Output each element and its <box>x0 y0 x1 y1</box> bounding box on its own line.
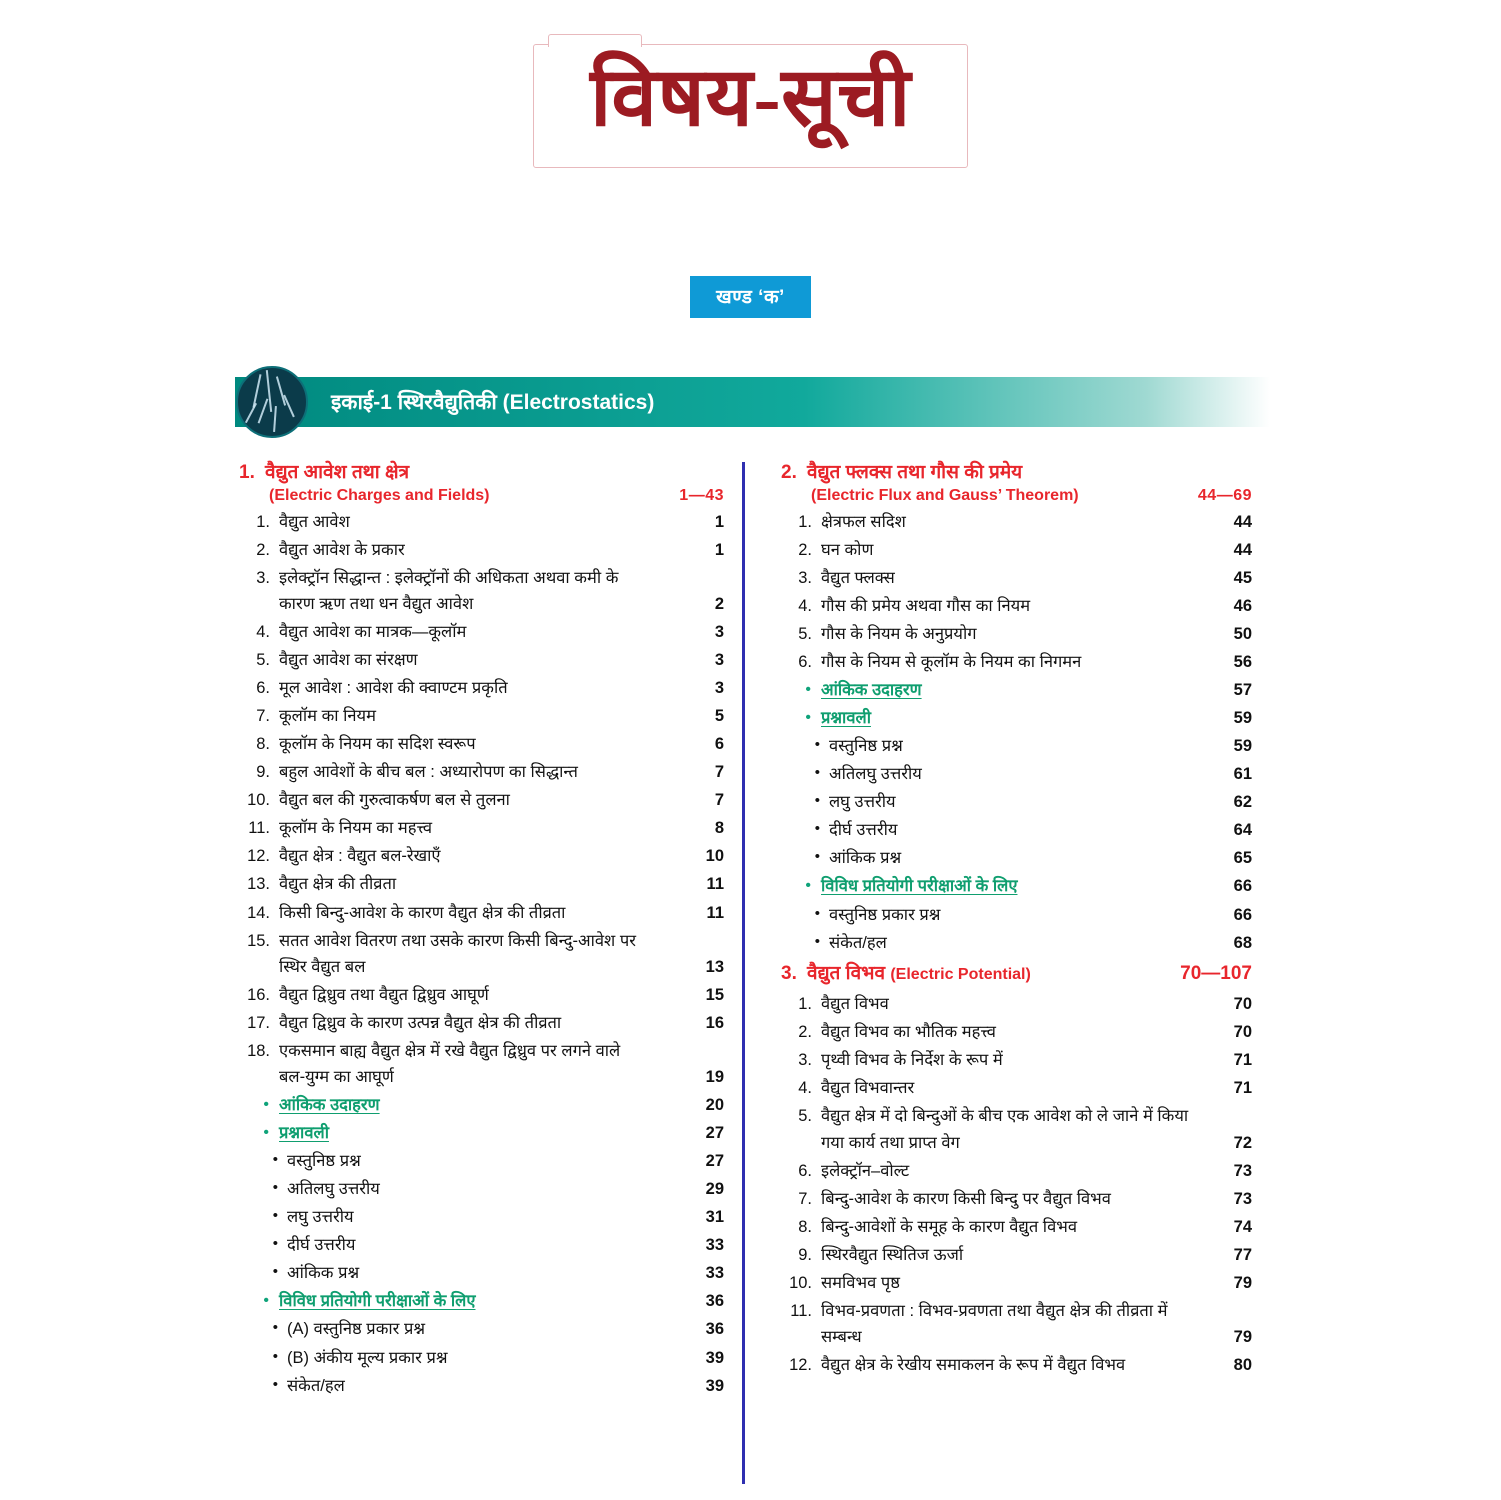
toc-entry-label: समविभव पृष्ठ <box>821 1273 900 1292</box>
chapter-title-english: (Electric Potential) <box>890 965 1031 983</box>
toc-entry-label: कूलॉम के नियम का महत्त्व <box>279 819 432 838</box>
toc-entry-label: प्रश्नावली <box>821 709 871 728</box>
toc-entry-page: 71 <box>1233 1079 1252 1098</box>
toc-entry-marker: 9. <box>798 1245 812 1264</box>
toc-entry-label: लघु उत्तरीय <box>829 793 896 812</box>
toc-entry-marker: 7. <box>798 1189 812 1208</box>
lightning-icon <box>236 366 308 438</box>
toc-entry-marker: 2. <box>798 540 812 559</box>
toc-entry-page: 73 <box>1233 1189 1252 1208</box>
toc-entry-label: अतिलघु उत्तरीय <box>829 765 922 784</box>
toc-entry[interactable] <box>777 1046 1252 1074</box>
toc-entry-marker: 3. <box>798 568 812 587</box>
toc-entry-label: पृथ्वी विभव के निर्देश के रूप में <box>821 1051 1003 1070</box>
toc-entry-label: (B) अंकीय मूल्य प्रकार प्रश्न <box>287 1348 448 1367</box>
toc-entry[interactable] <box>777 536 1252 564</box>
chapter-title: वैद्युत फ्लक्स तथा गौस की प्रमेय <box>807 462 1023 483</box>
toc-entry[interactable] <box>235 702 724 730</box>
toc-entry-label: वैद्युत आवेश के प्रकार <box>279 540 405 559</box>
toc-entry-page: 2 <box>714 594 724 613</box>
toc-entry-label: वैद्युत आवेश का मात्रक—कूलॉम <box>279 622 467 641</box>
toc-entry[interactable] <box>777 704 1252 732</box>
toc-entry-page: 68 <box>1233 933 1252 952</box>
toc-entry-label: दीर्घ उत्तरीय <box>829 821 898 840</box>
toc-entry-page: 39 <box>705 1376 724 1395</box>
toc-entry-page: 3 <box>714 650 724 669</box>
toc-entry-label: वैद्युत आवेश का संरक्षण <box>279 650 418 669</box>
chapter-page-range: 44—69 <box>1197 486 1252 504</box>
toc-entry-label: अतिलघु उत्तरीय <box>287 1180 380 1199</box>
toc-entry[interactable] <box>235 1091 724 1119</box>
toc-entry-label-line2: गया कार्य तथा प्राप्त वेग <box>821 1133 960 1152</box>
toc-entry-marker: 3. <box>798 1051 812 1070</box>
toc-entry[interactable] <box>235 1344 724 1372</box>
toc-entry-label: वैद्युत क्षेत्र की तीव्रता <box>279 875 397 894</box>
toc-entry-marker: 5. <box>798 624 812 643</box>
chapter-title: वैद्युत आवेश तथा क्षेत्र <box>265 462 410 483</box>
toc-entry-marker: 4. <box>798 1079 812 1098</box>
toc-entry-label: वैद्युत द्विध्रुव के कारण उत्पन्न वैद्युत क्षेत्र की तीव्रता <box>279 1013 562 1032</box>
toc-entry[interactable] <box>235 814 724 842</box>
toc-entry-marker: • <box>805 681 811 699</box>
toc-entry[interactable] <box>235 1175 724 1203</box>
toc-entry-page: 10 <box>705 847 724 866</box>
chapter-heading-3[interactable] <box>777 961 1252 988</box>
toc-entry-label: इलेक्ट्रॉन सिद्धान्त : इलेक्ट्रॉनों की अधिकता अथवा कमी के कारण ऋण तथा धन वैद्युत आवेश <box>279 568 619 613</box>
toc-entry-marker: • <box>814 904 820 922</box>
toc-entry-page: 59 <box>1233 737 1252 756</box>
toc-entry-marker: 10. <box>247 791 270 810</box>
toc-entry[interactable] <box>235 1372 724 1400</box>
toc-entry[interactable] <box>777 1269 1252 1297</box>
toc-entry-page: 74 <box>1233 1217 1252 1236</box>
toc-entry-marker: 11. <box>790 1301 812 1320</box>
toc-entry[interactable] <box>777 1074 1252 1102</box>
toc-entry-page: 27 <box>705 1124 724 1143</box>
toc-entry-label-line2: स्थिर वैद्युत बल <box>279 957 366 976</box>
chapter-number: 3. <box>781 962 797 984</box>
toc-entry[interactable] <box>777 1241 1252 1269</box>
toc-entry[interactable] <box>777 872 1252 900</box>
toc-entry-marker: • <box>272 1263 278 1281</box>
toc-entry-marker: • <box>272 1179 278 1197</box>
toc-entry-page: 33 <box>705 1264 724 1283</box>
status-badge: खण्ड ‘क’ <box>690 276 811 318</box>
toc-entry-page: 70 <box>1233 995 1252 1014</box>
toc-entry-marker: 15. <box>247 931 270 950</box>
toc-entry-list-left <box>235 508 724 1400</box>
toc-entry[interactable] <box>235 1147 724 1175</box>
toc-entry-label: आंकिक उदाहरण <box>821 681 922 700</box>
toc-entry-page: 80 <box>1233 1356 1252 1375</box>
toc-entry[interactable] <box>235 927 724 981</box>
toc-entry[interactable] <box>777 1018 1252 1046</box>
toc-entry-page: 44 <box>1233 512 1252 531</box>
toc-entry-marker: 4. <box>798 596 812 615</box>
toc-entry[interactable] <box>235 1315 724 1343</box>
toc-entry[interactable] <box>777 929 1252 957</box>
toc-entry-page: 36 <box>705 1320 724 1339</box>
toc-entry-marker: • <box>814 932 820 950</box>
toc-entry[interactable] <box>235 564 724 618</box>
toc-entry[interactable] <box>777 508 1252 536</box>
toc-entry-label-line2: सम्बन्ध <box>821 1327 862 1346</box>
toc-entry-marker: 8. <box>798 1217 812 1236</box>
toc-entry[interactable] <box>777 844 1252 872</box>
toc-entry-page: 46 <box>1233 596 1252 615</box>
toc-entry-marker: • <box>272 1347 278 1365</box>
toc-entry-marker: • <box>263 1124 269 1142</box>
unit-label: इकाई-1 स्थिरवैद्युतिकी (Electrostatics) <box>331 391 655 414</box>
toc-entry[interactable] <box>235 1119 724 1147</box>
toc-entry-page: 20 <box>705 1095 724 1114</box>
chapter-heading-1[interactable] <box>235 460 724 505</box>
toc-entry-label: कूलॉम का नियम <box>279 707 376 726</box>
toc-entry-page: 79 <box>1233 1273 1252 1292</box>
toc-entry[interactable] <box>235 536 724 564</box>
toc-entry-label: विभव-प्रवणता : विभव-प्रवणता तथा वैद्युत क्षेत्र की तीव्रता में सम्बन्ध <box>821 1301 1168 1346</box>
toc-entry-page: 6 <box>714 735 724 754</box>
toc-entry-marker: 6. <box>256 679 270 698</box>
toc-entry-marker: • <box>814 820 820 838</box>
toc-entry-label: क्षेत्रफल सदिश <box>821 512 906 531</box>
toc-entry-page: 66 <box>1233 905 1252 924</box>
toc-entry[interactable] <box>777 990 1252 1018</box>
toc-entry-label: गौस के नियम के अनुप्रयोग <box>821 624 977 643</box>
toc-entry-label: बहुल आवेशों के बीच बल : अध्यारोपण का सिद्धान्त <box>279 763 578 782</box>
toc-entry-page: 62 <box>1233 793 1252 812</box>
toc-entry-marker: 12. <box>247 847 270 866</box>
toc-entry[interactable] <box>235 508 724 536</box>
toc-entry-page: 72 <box>1233 1133 1252 1152</box>
toc-entry-marker: • <box>272 1319 278 1337</box>
toc-entry[interactable] <box>235 1259 724 1287</box>
toc-entry-label: वैद्युत आवेश <box>279 512 350 531</box>
toc-entry[interactable] <box>777 760 1252 788</box>
toc-entry-label: वस्तुनिष्ठ प्रकार प्रश्न <box>829 905 941 924</box>
toc-entry-marker: 2. <box>256 540 270 559</box>
chapter-number: 1. <box>239 462 255 483</box>
toc-entry[interactable] <box>235 758 724 786</box>
toc-entry-marker: • <box>814 848 820 866</box>
toc-entry-page: 33 <box>705 1236 724 1255</box>
toc-entry[interactable] <box>235 1231 724 1259</box>
page-title-container <box>0 44 1501 168</box>
toc-entry[interactable] <box>235 899 724 927</box>
toc-entry-page: 1 <box>714 512 724 531</box>
toc-entry-page: 29 <box>705 1180 724 1199</box>
toc-entry-marker: 5. <box>798 1107 812 1126</box>
toc-entry-marker: • <box>272 1151 278 1169</box>
toc-entry[interactable] <box>777 1213 1252 1241</box>
toc-entry-page: 64 <box>1233 821 1252 840</box>
toc-entry-label: सतत आवेश वितरण तथा उसके कारण किसी बिन्दु-आवेश पर स्थिर वैद्युत बल <box>279 931 636 976</box>
toc-entry-page: 27 <box>705 1152 724 1171</box>
toc-entry-page: 77 <box>1233 1245 1252 1264</box>
toc-entry-marker: 6. <box>798 1161 812 1180</box>
toc-entry[interactable] <box>235 1009 724 1037</box>
toc-entry-page: 8 <box>714 819 724 838</box>
toc-entry-marker: • <box>814 792 820 810</box>
toc-entry-label: मूल आवेश : आवेश की क्वाण्टम प्रकृति <box>279 679 508 698</box>
toc-entry-label: वैद्युत फ्लक्स <box>821 568 895 587</box>
chapter-title-english: (Electric Flux and Gauss’ Theorem) <box>811 486 1079 504</box>
toc-entry[interactable] <box>235 674 724 702</box>
toc-entry-label: किसी बिन्दु-आवेश के कारण वैद्युत क्षेत्र की तीव्रता <box>279 903 566 922</box>
toc-entry-label: प्रश्नावली <box>279 1124 329 1143</box>
toc-entry-label: आंकिक उदाहरण <box>279 1095 380 1114</box>
toc-entry-page: 16 <box>705 1013 724 1032</box>
unit-header-bar <box>235 377 1270 427</box>
toc-entry-marker: 5. <box>256 650 270 669</box>
toc-entry-marker: 10. <box>789 1273 812 1292</box>
toc-entry-marker: 1. <box>256 512 270 531</box>
toc-entry-page: 31 <box>705 1208 724 1227</box>
toc-entry-marker: • <box>814 736 820 754</box>
toc-entry[interactable] <box>777 1351 1252 1379</box>
toc-entry[interactable] <box>777 816 1252 844</box>
toc-entry-page: 7 <box>714 791 724 810</box>
toc-entry[interactable] <box>777 1297 1252 1351</box>
toc-entry-marker: 12. <box>789 1356 812 1375</box>
toc-entry[interactable] <box>777 732 1252 760</box>
toc-entry[interactable] <box>235 730 724 758</box>
toc-entry-marker: • <box>805 709 811 727</box>
toc-entry-marker: 1. <box>798 512 812 531</box>
toc-entry[interactable] <box>777 1185 1252 1213</box>
toc-entry-label: वैद्युत क्षेत्र में दो बिन्दुओं के बीच एक आवेश को ले जाने में किया गया कार्य तथा प्राप्त वेग <box>821 1107 1189 1152</box>
toc-entry-label: वैद्युत विभव का भौतिक महत्त्व <box>821 1023 996 1042</box>
chapter-number: 2. <box>781 462 797 483</box>
toc-entry-label: संकेत/हल <box>829 933 887 952</box>
toc-entry-marker: 3. <box>256 568 270 587</box>
toc-entry-page: 70 <box>1233 1023 1252 1042</box>
toc-entry[interactable] <box>777 676 1252 704</box>
toc-entry[interactable] <box>235 786 724 814</box>
toc-entry-marker: 9. <box>256 763 270 782</box>
toc-entry[interactable] <box>777 620 1252 648</box>
toc-entry[interactable] <box>777 1102 1252 1156</box>
toc-entry-label: संकेत/हल <box>287 1376 345 1395</box>
toc-entry-page: 61 <box>1233 765 1252 784</box>
toc-entry-list-chapter2 <box>777 508 1252 957</box>
toc-entry-label: विविध प्रतियोगी परीक्षाओं के लिए <box>279 1292 476 1311</box>
toc-entry[interactable] <box>235 981 724 1009</box>
toc-entry-label: वैद्युत विभव <box>821 995 889 1014</box>
toc-entry-marker: 11. <box>248 819 270 838</box>
toc-entry-page: 79 <box>1233 1327 1252 1346</box>
toc-entry-label: एकसमान बाह्य वैद्युत क्षेत्र में रखे वैद्युत द्विध्रुव पर लगने वाले बल-युग्म का आघूर्ण <box>279 1041 621 1086</box>
toc-entry-marker: 4. <box>256 622 270 641</box>
toc-entry-page: 11 <box>706 875 724 894</box>
toc-entry[interactable] <box>235 646 724 674</box>
toc-entry-page: 73 <box>1233 1161 1252 1180</box>
toc-entry-marker: • <box>814 764 820 782</box>
toc-entry-page: 71 <box>1233 1051 1252 1070</box>
toc-entry-page: 11 <box>706 903 724 922</box>
toc-entry[interactable] <box>235 1287 724 1315</box>
toc-entry-marker: • <box>263 1292 269 1310</box>
toc-entry-page: 66 <box>1233 877 1252 896</box>
toc-entry-marker: 17. <box>247 1013 270 1032</box>
toc-entry-label: इलेक्ट्रॉन–वोल्ट <box>821 1161 910 1180</box>
toc-entry-page: 7 <box>714 763 724 782</box>
toc-entry-page: 3 <box>714 679 724 698</box>
toc-entry[interactable] <box>777 788 1252 816</box>
toc-entry-marker: 16. <box>247 985 270 1004</box>
toc-entry-marker: 13. <box>247 875 270 894</box>
toc-entry[interactable] <box>235 1203 724 1231</box>
toc-columns <box>235 460 1270 1484</box>
toc-entry-page: 3 <box>714 622 724 641</box>
toc-entry-label: बिन्दु-आवेशों के समूह के कारण वैद्युत विभव <box>821 1217 1078 1236</box>
toc-entry[interactable] <box>235 870 724 898</box>
toc-entry-page: 19 <box>705 1067 724 1086</box>
toc-entry-marker: • <box>263 1095 269 1113</box>
toc-entry-page: 15 <box>705 985 724 1004</box>
toc-entry-label: बिन्दु-आवेश के कारण किसी बिन्दु पर वैद्युत विभव <box>821 1189 1111 1208</box>
toc-entry-page: 65 <box>1233 849 1252 868</box>
toc-entry-label: लघु उत्तरीय <box>287 1208 354 1227</box>
toc-entry-label: वैद्युत द्विध्रुव तथा वैद्युत द्विध्रुव आघूर्ण <box>279 985 489 1004</box>
toc-entry-label: वैद्युत क्षेत्र के रेखीय समाकलन के रूप में वैद्युत विभव <box>821 1356 1126 1375</box>
toc-entry-marker: • <box>272 1207 278 1225</box>
toc-entry[interactable] <box>777 564 1252 592</box>
toc-entry[interactable] <box>777 648 1252 676</box>
toc-entry-label: वैद्युत विभवान्तर <box>821 1079 915 1098</box>
toc-entry[interactable] <box>777 592 1252 620</box>
toc-entry-marker: • <box>272 1375 278 1393</box>
toc-entry-page: 1 <box>714 540 724 559</box>
toc-entry-page: 45 <box>1233 568 1252 587</box>
toc-entry-label: घन कोण <box>821 540 874 559</box>
toc-entry-label-line2: कारण ऋण तथा धन वैद्युत आवेश <box>279 594 474 613</box>
toc-entry-page: 39 <box>705 1348 724 1367</box>
toc-entry-label: आंकिक प्रश्न <box>829 849 902 868</box>
toc-entry-marker: • <box>272 1235 278 1253</box>
toc-entry-label: (A) वस्तुनिष्ठ प्रकार प्रश्न <box>287 1320 426 1339</box>
toc-entry-page: 36 <box>705 1292 724 1311</box>
toc-column-left <box>235 460 742 1484</box>
toc-entry[interactable] <box>235 1037 724 1091</box>
toc-entry-label: गौस के नियम से कूलॉम के नियम का निगमन <box>821 652 1082 671</box>
toc-entry-label: आंकिक प्रश्न <box>287 1264 360 1283</box>
toc-entry[interactable] <box>235 842 724 870</box>
toc-entry-marker: 14. <box>247 903 270 922</box>
toc-entry[interactable] <box>235 618 724 646</box>
chapter-page-range: 1—43 <box>679 486 724 504</box>
toc-entry-label: कूलॉम के नियम का सदिश स्वरूप <box>279 735 476 754</box>
toc-entry-marker: • <box>805 877 811 895</box>
toc-entry[interactable] <box>777 901 1252 929</box>
toc-entry-marker: 18. <box>247 1041 270 1060</box>
toc-entry-page: 57 <box>1233 681 1252 700</box>
toc-entry-page: 50 <box>1233 624 1252 643</box>
toc-entry-label: वैद्युत बल की गुरुत्वाकर्षण बल से तुलना <box>279 791 510 810</box>
toc-entry-label: वैद्युत क्षेत्र : वैद्युत बल-रेखाएँ <box>279 847 441 866</box>
chapter-page-range: 70—107 <box>1180 962 1252 984</box>
title-tab-box <box>533 44 968 168</box>
toc-entry-page: 13 <box>705 957 724 976</box>
toc-entry-label-line2: बल-युग्म का आघूर्ण <box>279 1067 394 1086</box>
toc-entry-list-chapter3 <box>777 990 1252 1379</box>
toc-entry-page: 5 <box>714 707 724 726</box>
toc-entry-label: वस्तुनिष्ठ प्रश्न <box>287 1152 361 1171</box>
toc-entry-page: 59 <box>1233 709 1252 728</box>
toc-entry-marker: 8. <box>256 735 270 754</box>
toc-entry-marker: 7. <box>256 707 270 726</box>
toc-entry-label: गौस की प्रमेय अथवा गौस का नियम <box>821 596 1031 615</box>
toc-column-right <box>745 460 1252 1484</box>
toc-entry-label: दीर्घ उत्तरीय <box>287 1236 356 1255</box>
toc-entry[interactable] <box>777 1157 1252 1185</box>
chapter-title-english: (Electric Charges and Fields) <box>269 486 490 504</box>
toc-entry-label: विविध प्रतियोगी परीक्षाओं के लिए <box>821 877 1018 896</box>
chapter-heading-2[interactable] <box>777 460 1252 505</box>
toc-entry-label: स्थिरवैद्युत स्थितिज ऊर्जा <box>821 1245 964 1264</box>
page-title: विषय-सूची <box>590 52 911 143</box>
toc-entry-label: वस्तुनिष्ठ प्रश्न <box>829 737 903 756</box>
toc-entry-page: 56 <box>1233 652 1252 671</box>
chapter-title: वैद्युत विभव <box>807 962 886 984</box>
toc-entry-marker: 1. <box>798 995 812 1014</box>
toc-entry-marker: 2. <box>798 1023 812 1042</box>
toc-entry-page: 44 <box>1233 540 1252 559</box>
section-badge-container <box>0 276 1501 318</box>
toc-entry-marker: 6. <box>798 652 812 671</box>
